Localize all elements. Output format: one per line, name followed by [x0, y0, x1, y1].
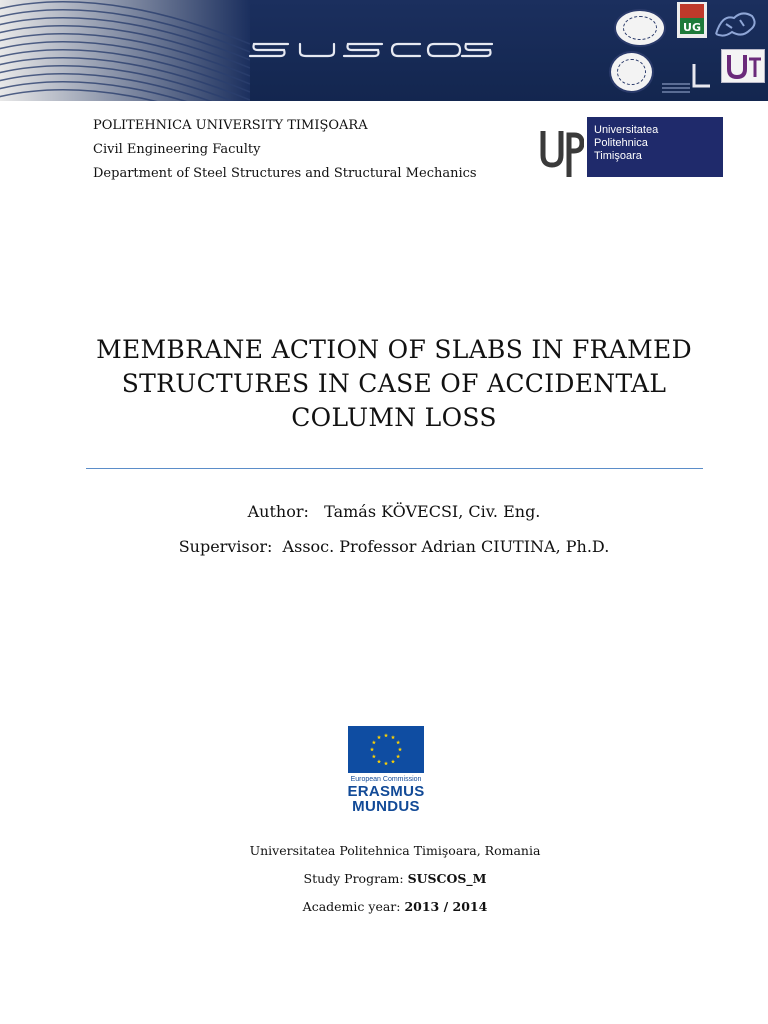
academic-year-label: Academic year:	[302, 899, 401, 914]
u-logo-icon	[721, 49, 765, 83]
eu-commission-label: European Commission	[350, 776, 422, 783]
author-line	[0, 502, 768, 521]
partner-seal-1-icon	[614, 9, 666, 47]
department-name: Department of Steel Structures and Structural Mechanics	[93, 166, 477, 181]
affiliation-block	[93, 114, 477, 186]
upt-mark-icon	[540, 125, 584, 177]
study-program-line	[0, 871, 768, 886]
faculty-name: Civil Engineering Faculty	[93, 142, 261, 157]
erasmus-label: ERASMUS	[347, 783, 425, 800]
university-name: POLITEHNICA UNIVERSITY TIMIŞOARA	[93, 118, 368, 133]
lion-logo-icon	[712, 8, 760, 42]
upt-line-2: Politehnica	[594, 137, 648, 149]
ug-logo-icon	[677, 2, 707, 38]
academic-year-line	[0, 899, 768, 914]
mundus-label: MUNDUS	[352, 798, 420, 815]
title-divider	[86, 468, 703, 469]
svg-text:UG: UG	[683, 21, 701, 34]
suscos-wordmark	[248, 36, 493, 60]
thesis-title	[60, 333, 728, 435]
eu-flag-icon	[348, 726, 424, 773]
institution-line: Universitatea Politehnica Timişoara, Romania	[249, 843, 541, 858]
title-line-2: STRUCTURES IN CASE OF ACCIDENTAL	[121, 369, 667, 398]
header-banner	[0, 0, 768, 101]
academic-year-value: 2013 / 2014	[404, 899, 488, 914]
upt-line-1: Universitatea	[594, 124, 659, 136]
supervisor-label: Supervisor:	[178, 537, 273, 556]
partner-seal-2-icon	[609, 51, 654, 93]
erasmus-mundus-logo	[344, 775, 428, 814]
upt-name-box	[587, 117, 723, 177]
author-label: Author:	[247, 502, 309, 521]
supervisor-line	[0, 537, 768, 556]
roof-stripes-graphic	[0, 0, 250, 101]
author-value: Tamás KÖVECSI, Civ. Eng.	[324, 502, 541, 521]
lulea-logo-icon	[660, 60, 716, 96]
study-program-label: Study Program:	[303, 871, 404, 886]
upt-line-3: Timişoara	[594, 150, 642, 162]
title-line-3: COLUMN LOSS	[291, 403, 497, 432]
upt-logo	[540, 117, 723, 177]
supervisor-value: Assoc. Professor Adrian CIUTINA, Ph.D.	[282, 537, 610, 556]
study-program-value: SUSCOS_M	[407, 871, 487, 886]
title-line-1: MEMBRANE ACTION OF SLABS IN FRAMED	[96, 335, 692, 364]
